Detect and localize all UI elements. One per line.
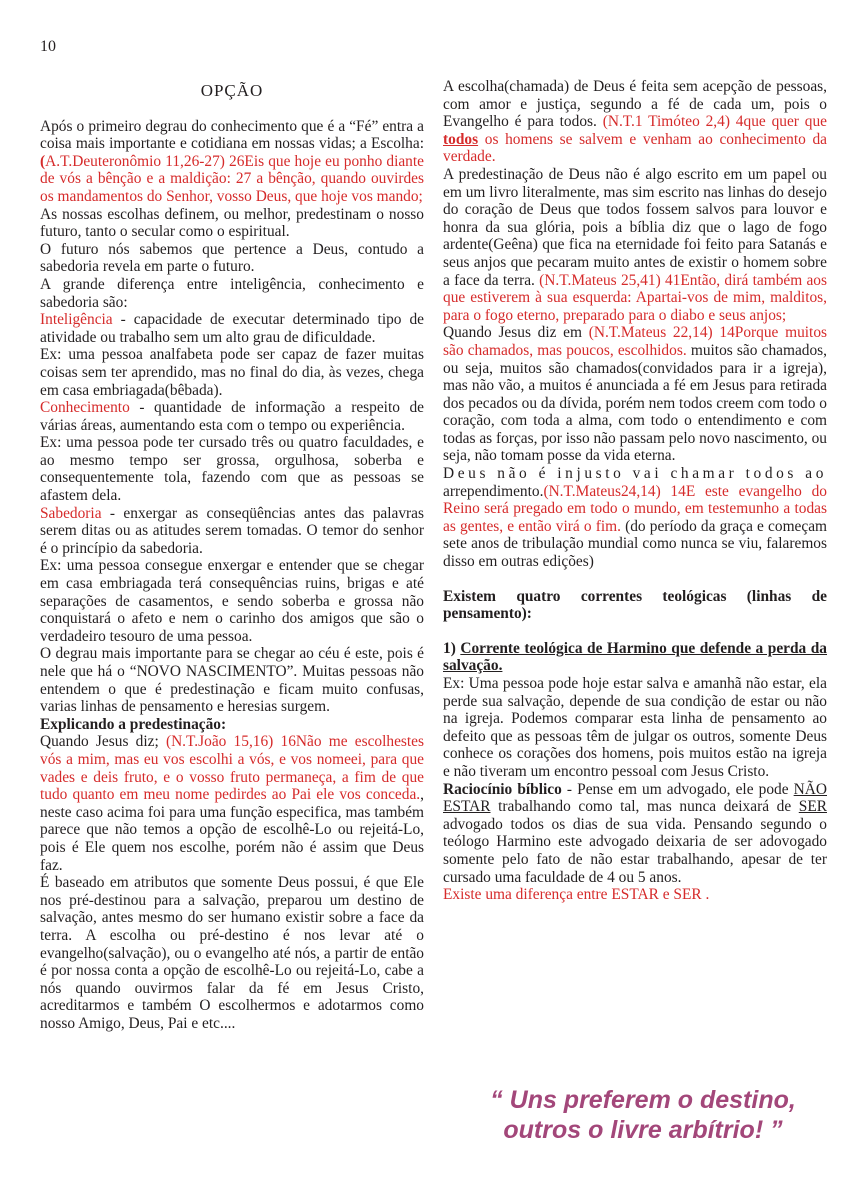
definition-wisdom: Sabedoria - enxergar as conseqüências antes das palavras serem ditas ou as atitudes serem tomadas. O temor do senhor é o princípio da sabedoria. <box>40 504 424 557</box>
bible-reference: (N.T.Mateus24,14) 14E este evangelho do Reino será pregado em todo o mundo, em testemunho a todas as gentes, e então virá o fim. <box>443 482 827 535</box>
paragraph: A grande diferença entre inteligência, conhecimento e sabedoria são: <box>40 275 424 311</box>
right-column <box>443 78 827 904</box>
list-item-heading: 1) Corrente teológica de Harmino que defende a perda da salvação. <box>443 639 828 675</box>
definition-term: Conhecimento <box>40 399 130 417</box>
paragraph: Quando Jesus diz; (N.T.João 15,16) 16Não me escolhestes vós a mim, mas eu vos escolhi a vós, e vos nomeei, para que vades e deis fruto, e o vosso fruto permaneça, a fim de que tudo quanto em meu nome pedirdes ao Pai ele vos conceda., neste caso acima foi para uma função especifica, mas também parece que não temos a opção de escolhê-Lo ou rejeitá-Lo, pois é Ele quem nos escolhe, porém não é assim que Deus faz. <box>40 733 425 874</box>
paragraph: A predestinação de Deus não é algo escrito em um papel ou em um livro literalmente, mas sim escrito nas linhas do desejo do coração de Deus que todos fossem salvos para louvor e honra da sua glória, pois a bíblia diz que o lago de fogo ardente(Geêna) que fica na eternidade foi feito para Satanás e seus anjos que pecaram muito antes de existir o homem sobre a face da terra. (N.T.Mateus 25,41) 41Então, dirá também aos que estiverem à sua esquerda: Apartai-vos de mim, malditos, para o fogo eterno, preparado para o diabo e seus anjos; <box>443 165 827 324</box>
bible-reference: (N.T.Mateus 25,41) 41Então, dirá também aos que estiverem à sua esquerda: Apartai-vos de mim, malditos, para o fogo eterno, preparado para o diabo e seus anjos; <box>443 271 827 324</box>
example-paragraph: Ex: uma pessoa consegue enxergar e entender que se chegar em casa embriagada terá consequências ruins, brigas e até separações de casamentos, e sendo soberba e grossa não conquistará o afeto e nem o carinho dos amigos que são o verdadeiro tesouro de uma pessoa. <box>40 557 424 645</box>
paragraph: É baseado em atributos que somente Deus possui, é que Ele nos pré-destinou para a salvação, preparou um destino de salvação, antes mesmo do ser humano existir sobre a face da terra. A escolha ou pré-destino é nos levar até o evangelho(salvação), ou o evangelho até nós, a partir de então é por nossa conta a opção de escolhê-Lo ou rejeitá-Lo, cabe a nós quando ouvirmos falar da fé em Jesus Cristo, acreditarmos e também O escolhermos e adotarmos como nosso Amigo, Deus, Pai e etc.... <box>40 874 424 1032</box>
paragraph: A escolha(chamada) de Deus é feita sem acepção de pessoas, com amor e justiça, segundo a fé de cada um, pois o Evangelho é para todos. (N.T.1 Timóteo 2,4) 4que quer que todos os homens se salvem e venham ao conhecimento da verdade. <box>443 78 827 166</box>
paragraph: Raciocínio bíblico - Pense em um advogado, ele pode NÃO ESTAR trabalhando como tal, mas nunca deixará de SER advogado todos os dias de sua vida. Pensando segundo o teólogo Harmino este advogado deixaria de ser adovogado somente pelo fato de não estar trabalhando, apesar de ter cursado uma faculdade de 4 ou 5 anos. <box>443 780 827 886</box>
bible-reference: A.T.Deuteronômio 11,26-27) 26Eis que hoje eu ponho diante de vós a bênção e a maldição: 27 a bênção, quando ouvirdes os mandamentos do Senhor, vosso Deus, que hoje vos mando; <box>40 152 424 205</box>
subheading: Explicando a predestinação: <box>40 715 227 733</box>
paragraph: Quando Jesus diz em (N.T.Mateus 22,14) 14Porque muitos são chamados, mas poucos, escolhidos. muitos são chamados, ou seja, muitos são chamados(convidados para ir a igreja), mas não vão, a muitos é anunciada a fé em Jesus para retirada dos pecados ou da dívida, porém nem todos creem com todo o coração, com toda a alma, com todo o entendimento e com todas as forças, por isso não passam pelo novo nascimento, ou seja, não tomam posse da vida eterna. <box>443 324 828 465</box>
paragraph: Ex: Uma pessoa pode hoje estar salva e amanhã não estar, ela perde sua salvação, depende de sua condição de estar ou não na igreja. Podemos comparar esta linha de pensamento ao defeito que as pessoas têm de julgar os outros, somente Deus conhece os corações dos homens, pois muitos estão na igreja e não tiveram um encontro pessoal com Jesus Cristo. <box>443 675 827 780</box>
example-paragraph: Ex: uma pessoa analfabeta pode ser capaz de fazer muitas coisas sem ter aprendido, mas no final do dia, às vezes, chega em casa embriagada(bêbada). <box>40 346 424 399</box>
bible-reference: (N.T.Mateus 22,14) 14Porque muitos são chamados, mas poucos, escolhidos. <box>443 324 828 359</box>
pull-quote-line: “ Uns preferem o destino, <box>490 1086 796 1114</box>
left-column <box>40 78 424 1032</box>
section-heading: Existem quatro correntes teológicas (linhas de pensamento): <box>443 587 827 623</box>
definition-term: Inteligência <box>40 311 113 329</box>
bible-reference: (N.T.1 Timóteo 2,4) 4que quer que todos os homens se salvem e venham ao conhecimento da verdade. <box>443 113 827 166</box>
paragraph: O degrau mais importante para se chegar ao céu é este, pois é nele que há o “NOVO NASCIMENTO”. Muitas pessoas não entendem o que é predestinação e ficam muito confusas, varias linhas de pensamento e heresias surgem. <box>40 645 424 716</box>
paragraph: O futuro nós sabemos que pertence a Deus, contudo a sabedoria revela em parte o futuro. <box>40 240 424 276</box>
spacer <box>443 571 827 588</box>
spacer <box>443 623 827 640</box>
article-title: OPÇÃO <box>200 81 264 100</box>
definition-term: Sabedoria <box>40 504 102 522</box>
definition-intelligence: Inteligência - capacidade de executar determinado tipo de atividade ou trabalho sem um alto grau de dificuldade. <box>40 311 424 346</box>
paragraph: As nossas escolhas definem, ou melhor, predestinam o nosso futuro, tanto o secular como o espiritual. <box>40 205 424 241</box>
pull-quote <box>443 1085 843 1145</box>
page-number: 10 <box>40 38 56 55</box>
definition-knowledge: Conhecimento - quantidade de informação a respeito de várias áreas, aumentando esta com o tempo ou experiência. <box>40 399 424 434</box>
bible-reference: (N.T.João 15,16) 16Não me escolhestes vós a mim, mas eu vos escolhi a vós, e vos nomeei, para que vades e deis fruto, e o vosso fruto permaneça, a fim de que tudo quanto em meu nome pedirdes ao Pai ele vos conceda. <box>40 733 425 804</box>
paragraph: Deus não é injusto vai chamar todos ao arrependimento.(N.T.Mateus24,14) 14E este evangelho do Reino será pregado em todo o mundo, em testemunho a todas as gentes, e então virá o fim. (do período da graça e começam sete anos de tribulação mundial como nunca se viu, falaremos disso em outras edições) <box>443 465 828 571</box>
paragraph-highlight: Existe uma diferença entre ESTAR e SER . <box>443 886 710 904</box>
intro-paragraph: Após o primeiro degrau do conhecimento que é a “Fé” entra a coisa mais importante e cotidiana em nossas vidas; a Escolha: (A.T.Deuteronômio 11,26-27) 26Eis que hoje eu ponho diante de vós a bênção e a maldição: 27 a bênção, quando ouvirdes os mandamentos do Senhor, vosso Deus, que hoje vos mando; <box>40 117 424 205</box>
example-paragraph: Ex: uma pessoa pode ter cursado três ou quatro faculdades, e ao mesmo tempo ser grossa, orgulhosa, soberba e consequentemente tola, fazendo com que as pessoas se afastem dela. <box>40 434 424 505</box>
pull-quote-line: outros o livre arbítrio! ” <box>503 1116 783 1144</box>
